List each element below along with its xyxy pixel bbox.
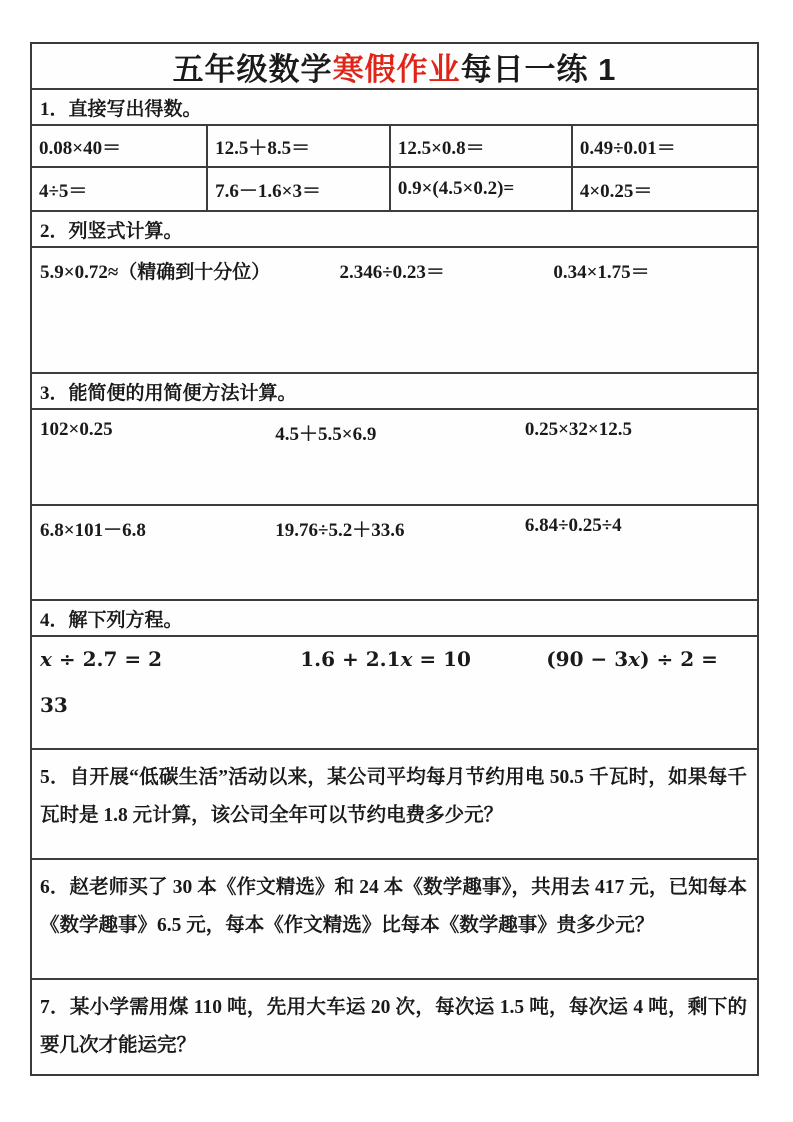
title-part-red: 寒假作业	[332, 51, 461, 87]
section-4-equations	[32, 637, 757, 750]
section-2-header	[32, 212, 757, 248]
section-4-header-label: 4．解下列方程。	[40, 609, 183, 631]
calc-problem: 0.9×(4.5×0.2)=	[391, 168, 573, 210]
calc-problem: 12.5×0.8＝	[391, 126, 573, 168]
section-1-grid	[32, 126, 757, 212]
section-2-header-label: 2．列竖式计算。	[40, 220, 183, 242]
section-6-word-problem: 6．赵老师买了 30 本《作文精选》和 24 本《数学趣事》，共用去 417 元，已知每本《数学趣事》6.5 元，每本《作文精选》比每本《数学趣事》贵多少元？	[32, 860, 757, 980]
simplify-problem: 4.5＋5.5×6.9	[275, 424, 377, 445]
calc-problem: 4×0.25＝	[579, 180, 653, 202]
section-3-problems-row-1	[32, 410, 757, 506]
equation-line	[40, 647, 753, 671]
simplify-problem: 6.84÷0.25÷4	[524, 515, 622, 536]
section-3-header-label: 3．能简便的用简便方法计算。	[40, 382, 297, 404]
variable-x: x	[400, 647, 413, 671]
section-3-header	[32, 374, 757, 410]
calc-problem: 0.49÷0.01＝	[573, 126, 757, 168]
section-3-problems-row-2	[32, 506, 757, 601]
equation: x ÷ 2.7 = 2	[40, 647, 163, 671]
title-part-black-1: 五年级数学	[172, 51, 333, 87]
variable-x: x	[628, 647, 641, 671]
section-1-header-label: 1．直接写出得数。	[40, 98, 202, 120]
calc-problem: 12.5＋8.5＝	[208, 126, 391, 168]
page-title	[32, 44, 757, 90]
calc-problem: 7.6－1.6×3＝	[208, 168, 391, 210]
vertical-calc-problem: 5.9×0.72≈（精确到十分位）	[40, 262, 271, 283]
simplify-problem: 6.8×101－6.8	[40, 520, 146, 541]
vertical-calc-problem: 2.346÷0.23＝	[339, 262, 445, 283]
calc-problem: 4÷5＝	[32, 168, 208, 210]
simplify-problem: 102×0.25	[40, 419, 113, 440]
vertical-calc-problem: 0.34×1.75＝	[553, 262, 650, 283]
equation-wrapped-value: 33	[40, 693, 68, 717]
equation: (90 − 3x) ÷ 2 =	[546, 647, 718, 671]
worksheet-table	[30, 42, 759, 1076]
section-4-header	[32, 601, 757, 637]
equation: 1.6 + 2.1x = 10	[300, 647, 471, 671]
section-7-word-problem: 7．某小学需用煤 110 吨，先用大车运 20 次，每次运 1.5 吨，每次运 4 吨，剩下的要几次才能运完？	[40, 997, 747, 1056]
section-2-problems	[32, 248, 757, 374]
title-part-black-2: 每日一练 1	[460, 51, 617, 87]
calc-problem: 0.08×40＝	[32, 126, 208, 168]
simplify-problem: 19.76÷5.2＋33.6	[275, 520, 405, 541]
section-1-header	[32, 90, 757, 126]
section-5-word-problem: 5．自开展“低碳生活”活动以来，某公司平均每月节约用电 50.5 千瓦时，如果每千瓦时是 1.8 元计算，该公司全年可以节约电费多少元？	[32, 750, 757, 860]
simplify-problem: 0.25×32×12.5	[524, 419, 632, 440]
variable-x: x	[40, 647, 52, 671]
